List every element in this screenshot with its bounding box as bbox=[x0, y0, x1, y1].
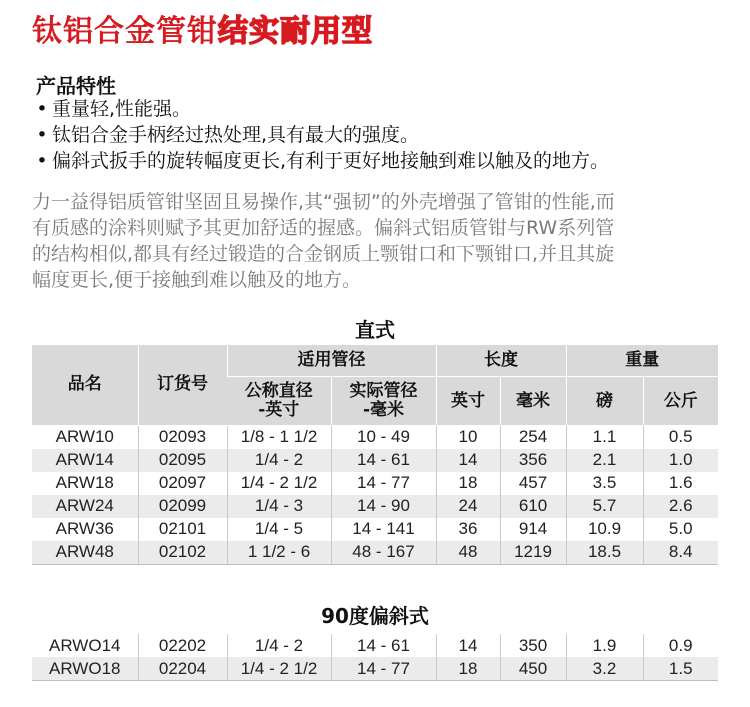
table-cell: 1/4 - 2 1/2 bbox=[227, 472, 331, 495]
table-cell: ARWO14 bbox=[49, 635, 121, 655]
table-cell: 1/4 - 2 bbox=[227, 634, 331, 657]
title-sub: 结实耐用型 bbox=[218, 14, 373, 49]
table-cell: 2.6 bbox=[643, 495, 718, 518]
table-cell: 14 - 141 bbox=[331, 518, 436, 541]
col-actual-header: 实际管径 -毫米 bbox=[331, 377, 436, 426]
col-kg-header: 公斤 bbox=[643, 377, 718, 426]
table-cell: 14 - 61 bbox=[331, 634, 436, 657]
table-cell: 457 bbox=[500, 472, 566, 495]
table-cell: 5.7 bbox=[566, 495, 643, 518]
feature-item: • 重量轻,性能强。 bbox=[32, 96, 609, 122]
title-main: 钛铝合金管钳 bbox=[32, 14, 218, 49]
table-cell: 356 bbox=[500, 449, 566, 472]
features-heading: 产品特性 bbox=[36, 74, 116, 98]
table-cell: 350 bbox=[500, 634, 566, 657]
description-line: 力一益得铝质管钳坚固且易操作,其“强韧”的外壳增强了管钳的性能,而 bbox=[32, 191, 615, 213]
table-cell: ARW36 bbox=[55, 519, 114, 538]
table-cell: 450 bbox=[500, 657, 566, 681]
table-cell: 0.5 bbox=[643, 425, 718, 449]
table-cell: 1/8 - 1 1/2 bbox=[227, 425, 331, 449]
features-list bbox=[32, 96, 609, 174]
table-cell: 36 bbox=[436, 518, 500, 541]
col-inch-header: 英寸 bbox=[436, 377, 500, 426]
table-cell: 18.5 bbox=[566, 541, 643, 565]
table-cell: 14 bbox=[436, 449, 500, 472]
table-cell: 2.1 bbox=[566, 449, 643, 472]
table-cell: 02202 bbox=[138, 634, 227, 657]
table-cell: 914 bbox=[500, 518, 566, 541]
table-cell: 10.9 bbox=[566, 518, 643, 541]
table-cell: 610 bbox=[500, 495, 566, 518]
table-cell: 18 bbox=[436, 657, 500, 681]
table-cell: ARWO18 bbox=[32, 657, 138, 681]
description-line: 有质感的涂料则赋予其更加舒适的握感。偏斜式铝质管钳与RW系列管 bbox=[32, 217, 615, 239]
table-cell: 1.5 bbox=[643, 657, 718, 681]
table-row bbox=[32, 541, 718, 565]
table-cell: 1 1/2 - 6 bbox=[227, 541, 331, 565]
straight-heading: 直式 bbox=[355, 318, 395, 342]
table-cell: 254 bbox=[500, 425, 566, 449]
table-cell: 1.9 bbox=[566, 634, 643, 657]
page-title bbox=[32, 6, 373, 48]
table-cell: 10 - 49 bbox=[331, 425, 436, 449]
table-cell: 1/4 - 3 bbox=[227, 495, 331, 518]
table-cell: 02099 bbox=[138, 495, 227, 518]
table-cell: 14 - 61 bbox=[331, 449, 436, 472]
table-row bbox=[32, 472, 718, 495]
table-cell: 0.9 bbox=[643, 634, 718, 657]
table-cell: 02097 bbox=[138, 472, 227, 495]
description-line: 幅度更长,便于接触到难以触及的地方。 bbox=[32, 269, 362, 291]
table-cell: 8.4 bbox=[643, 541, 718, 565]
col-lb-header: 磅 bbox=[566, 377, 643, 426]
col-mm-header: 毫米 bbox=[500, 377, 566, 426]
table-cell: 14 - 90 bbox=[331, 495, 436, 518]
table-cell: ARW18 bbox=[55, 473, 114, 492]
feature-item: • 偏斜式扳手的旋转幅度更长,有利于更好地接触到难以触及的地方。 bbox=[32, 148, 609, 174]
table-cell: 1/4 - 5 bbox=[227, 518, 331, 541]
table-cell: ARW14 bbox=[32, 449, 138, 472]
table-row bbox=[32, 495, 718, 518]
offset-spec-table bbox=[32, 634, 718, 681]
table-row bbox=[32, 657, 718, 681]
table-cell: 02101 bbox=[138, 518, 227, 541]
col-length-header: 长度 bbox=[436, 345, 566, 377]
straight-spec-table bbox=[32, 345, 718, 565]
table-cell: 1219 bbox=[500, 541, 566, 565]
table-cell: 48 bbox=[436, 541, 500, 565]
table-cell: 1.0 bbox=[643, 449, 718, 472]
table-cell: 3.5 bbox=[566, 472, 643, 495]
table-cell: 5.0 bbox=[643, 518, 718, 541]
col-name-header: 品名 bbox=[32, 345, 138, 425]
table-cell: 14 - 77 bbox=[331, 657, 436, 681]
table-cell: 02093 bbox=[138, 425, 227, 449]
table-row bbox=[32, 518, 718, 541]
table-cell: 3.2 bbox=[566, 657, 643, 681]
table-row bbox=[32, 425, 718, 449]
table-cell: 1/4 - 2 bbox=[227, 449, 331, 472]
table-cell: 18 bbox=[436, 472, 500, 495]
description-line: 的结构相似,都具有经过锻造的合金钢质上颚钳口和下颚钳口,并且其旋 bbox=[32, 243, 615, 265]
table-cell: 1.1 bbox=[566, 425, 643, 449]
table-cell: ARW10 bbox=[55, 427, 114, 446]
table-cell: 02204 bbox=[138, 657, 227, 681]
table-cell: 24 bbox=[436, 495, 500, 518]
table-cell: ARW48 bbox=[32, 541, 138, 565]
table-row bbox=[32, 634, 718, 657]
feature-item: • 钛铝合金手柄经过热处理,具有最大的强度。 bbox=[32, 122, 609, 148]
table-cell: 02102 bbox=[138, 541, 227, 565]
col-weight-header: 重量 bbox=[566, 345, 718, 377]
table-cell: 14 bbox=[436, 634, 500, 657]
table-cell: 1/4 - 2 1/2 bbox=[227, 657, 331, 681]
col-pipe-range-header: 适用管径 bbox=[227, 345, 436, 377]
col-nominal-header: 公称直径 -英寸 bbox=[227, 377, 331, 426]
table-cell: 1.6 bbox=[643, 472, 718, 495]
table-cell: ARW24 bbox=[32, 495, 138, 518]
table-cell: 02095 bbox=[138, 449, 227, 472]
table-cell: 14 - 77 bbox=[331, 472, 436, 495]
table-row bbox=[32, 449, 718, 472]
table-cell: 10 bbox=[436, 425, 500, 449]
table-cell: 48 - 167 bbox=[331, 541, 436, 565]
description-paragraph bbox=[32, 189, 750, 293]
col-order-header: 订货号 bbox=[138, 345, 227, 425]
offset-heading: 90度偏斜式 bbox=[321, 604, 429, 628]
